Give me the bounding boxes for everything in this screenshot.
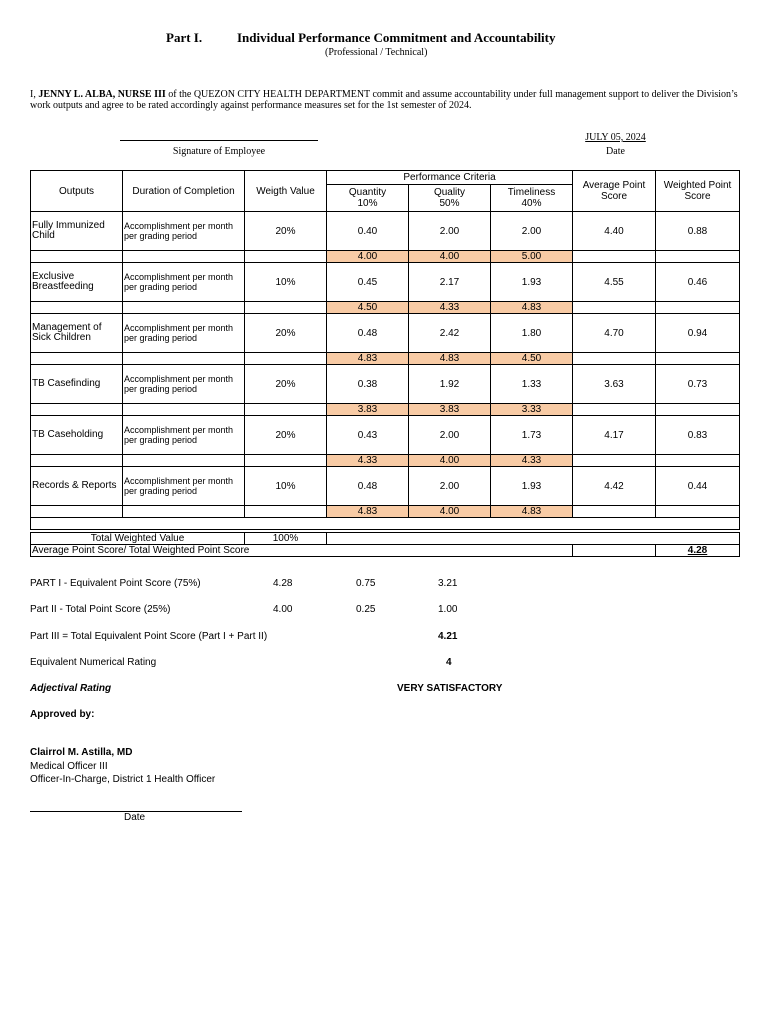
total-weighted-value: 100%	[245, 533, 327, 545]
row-quality: 2.00	[409, 416, 491, 455]
table-row	[31, 314, 740, 353]
sub-quality: 3.83	[409, 404, 491, 416]
subtitle-text: (Professional / Technical)	[325, 47, 428, 58]
table-row	[31, 263, 740, 302]
sub-timeliness: 4.83	[491, 506, 573, 518]
approved-by-label: Approved by:	[30, 709, 95, 720]
approver-position: Medical Officer III	[30, 761, 108, 772]
header-outputs: Outputs	[31, 171, 123, 212]
header-timeliness-pct: 40%	[521, 198, 542, 209]
table-row	[31, 416, 740, 455]
row-duration: Accomplishment per month per grading period	[123, 314, 245, 353]
sub-quantity: 3.83	[327, 404, 409, 416]
header-quality-pct: 50%	[439, 198, 460, 209]
row-weight: 20%	[245, 212, 327, 251]
row-quality: 2.00	[409, 212, 491, 251]
row-output: TB Caseholding	[31, 416, 123, 455]
row-timeliness: 1.93	[491, 263, 573, 302]
row-output: Fully Immunized Child	[31, 212, 123, 251]
row-timeliness: 1.73	[491, 416, 573, 455]
row-average: 4.55	[573, 263, 656, 302]
row-weighted: 0.44	[656, 467, 740, 506]
approver-office: Officer-In-Charge, District 1 Health Officer	[30, 774, 216, 785]
row-quantity: 0.45	[327, 263, 409, 302]
part2-score: 4.00	[273, 604, 293, 615]
sub-quantity: 4.33	[327, 455, 409, 467]
row-quality: 2.17	[409, 263, 491, 302]
row-timeliness: 1.80	[491, 314, 573, 353]
sub-quantity: 4.83	[327, 506, 409, 518]
part2-weight: 0.25	[356, 604, 376, 615]
row-average: 4.70	[573, 314, 656, 353]
row-quality: 2.00	[409, 467, 491, 506]
header-quantity	[327, 185, 409, 212]
header-quality-label: Quality	[433, 187, 466, 198]
table-row	[31, 365, 740, 404]
row-weighted: 0.46	[656, 263, 740, 302]
adjectival-rating-label: Adjectival Rating	[30, 683, 112, 694]
adjectival-rating-value: VERY SATISFACTORY	[397, 683, 503, 694]
sub-quality: 4.00	[409, 506, 491, 518]
table-subrow	[31, 251, 740, 263]
row-quantity: 0.38	[327, 365, 409, 404]
sub-quantity: 4.83	[327, 353, 409, 365]
row-average: 4.40	[573, 212, 656, 251]
sub-quality: 4.00	[409, 455, 491, 467]
part1-label: PART I - Equivalent Point Score (75%)	[30, 578, 201, 589]
header-duration: Duration of Completion	[123, 171, 245, 212]
row-duration: Accomplishment per month per grading period	[123, 416, 245, 455]
numerical-rating-label: Equivalent Numerical Rating	[30, 657, 157, 668]
row-weighted: 0.83	[656, 416, 740, 455]
title-text: Individual Performance Commitment and Accountability	[237, 30, 556, 45]
table-subrow	[31, 506, 740, 518]
part3-label: Part III = Total Equivalent Point Score (Part I + Part II)	[30, 631, 268, 642]
header-performance-criteria: Performance Criteria	[327, 171, 573, 185]
row-quantity: 0.40	[327, 212, 409, 251]
table-blank-row	[31, 518, 740, 530]
sub-quantity: 4.00	[327, 251, 409, 263]
intro-post: of the QUEZON CITY HEALTH DEPARTMENT commit and assume accountability under full management support to deliver the Division’s work outputs and agree to be rated accordingly against performance measures set for the 1st semester of 2024.	[30, 89, 738, 111]
row-average: 3.63	[573, 365, 656, 404]
row-weighted: 0.88	[656, 212, 740, 251]
signature-date-value: JULY 05, 2024	[585, 132, 646, 143]
sub-timeliness: 4.50	[491, 353, 573, 365]
row-weight: 10%	[245, 263, 327, 302]
row-weighted: 0.73	[656, 365, 740, 404]
header-average-point-score: Average Point Score	[573, 171, 656, 212]
performance-table	[30, 170, 740, 557]
average-total-value: 4.28	[656, 545, 740, 557]
row-average: 4.42	[573, 467, 656, 506]
sub-quality: 4.00	[409, 251, 491, 263]
header-quantity-label: Quantity	[348, 187, 387, 198]
row-quality: 1.92	[409, 365, 491, 404]
header-timeliness-label: Timeliness	[507, 187, 556, 198]
employee-name: JENNY L. ALBA, NURSE III	[38, 89, 166, 100]
part2-label: Part II - Total Point Score (25%)	[30, 604, 171, 615]
row-duration: Accomplishment per month per grading period	[123, 365, 245, 404]
table-subrow	[31, 455, 740, 467]
part-label: Part I.	[166, 30, 203, 45]
sub-timeliness: 4.83	[491, 302, 573, 314]
sub-quality: 4.33	[409, 302, 491, 314]
row-output: Records & Reports	[31, 467, 123, 506]
intro-pre: I,	[30, 89, 39, 100]
total-weighted-row	[31, 533, 740, 545]
header-quality	[409, 185, 491, 212]
row-output: TB Casefinding	[31, 365, 123, 404]
approval-date-label: Date	[124, 812, 146, 823]
row-weight: 20%	[245, 314, 327, 353]
table-row	[31, 467, 740, 506]
part2-result: 1.00	[438, 604, 458, 615]
row-quality: 2.42	[409, 314, 491, 353]
row-weight: 20%	[245, 365, 327, 404]
table-subrow	[31, 404, 740, 416]
row-average: 4.17	[573, 416, 656, 455]
row-quantity: 0.48	[327, 467, 409, 506]
row-weight: 10%	[245, 467, 327, 506]
sub-timeliness: 3.33	[491, 404, 573, 416]
part1-weight: 0.75	[356, 578, 376, 589]
header-timeliness	[491, 185, 573, 212]
row-output: Exclusive Breastfeeding	[31, 263, 123, 302]
approver-name: Clairrol M. Astilla, MD	[30, 747, 133, 758]
employee-signature-label: Signature of Employee	[172, 146, 266, 157]
sub-quality: 4.83	[409, 353, 491, 365]
employee-signature-line	[120, 130, 318, 141]
numerical-rating-value: 4	[446, 657, 452, 668]
total-weighted-label: Total Weighted Value	[31, 533, 245, 545]
row-timeliness: 2.00	[491, 212, 573, 251]
row-duration: Accomplishment per month per grading period	[123, 212, 245, 251]
part1-score: 4.28	[273, 578, 293, 589]
sub-timeliness: 4.33	[491, 455, 573, 467]
signature-date-label: Date	[606, 146, 625, 157]
table-row	[31, 212, 740, 251]
part3-value: 4.21	[438, 631, 458, 642]
header-quantity-pct: 10%	[357, 198, 378, 209]
commitment-statement	[30, 89, 740, 111]
table-subrow	[31, 302, 740, 314]
part1-result: 3.21	[438, 578, 458, 589]
row-duration: Accomplishment per month per grading period	[123, 263, 245, 302]
row-output: Management of Sick Children	[31, 314, 123, 353]
header-weight: Weigth Value	[245, 171, 327, 212]
row-quantity: 0.48	[327, 314, 409, 353]
row-quantity: 0.43	[327, 416, 409, 455]
row-duration: Accomplishment per month per grading period	[123, 467, 245, 506]
average-total-row	[31, 545, 740, 557]
row-weight: 20%	[245, 416, 327, 455]
sub-quantity: 4.50	[327, 302, 409, 314]
row-timeliness: 1.93	[491, 467, 573, 506]
sub-timeliness: 5.00	[491, 251, 573, 263]
average-total-label: Average Point Score/ Total Weighted Point Score	[31, 545, 573, 557]
row-timeliness: 1.33	[491, 365, 573, 404]
row-weighted: 0.94	[656, 314, 740, 353]
header-weighted-point-score: Weighted Point Score	[656, 171, 740, 212]
table-subrow	[31, 353, 740, 365]
